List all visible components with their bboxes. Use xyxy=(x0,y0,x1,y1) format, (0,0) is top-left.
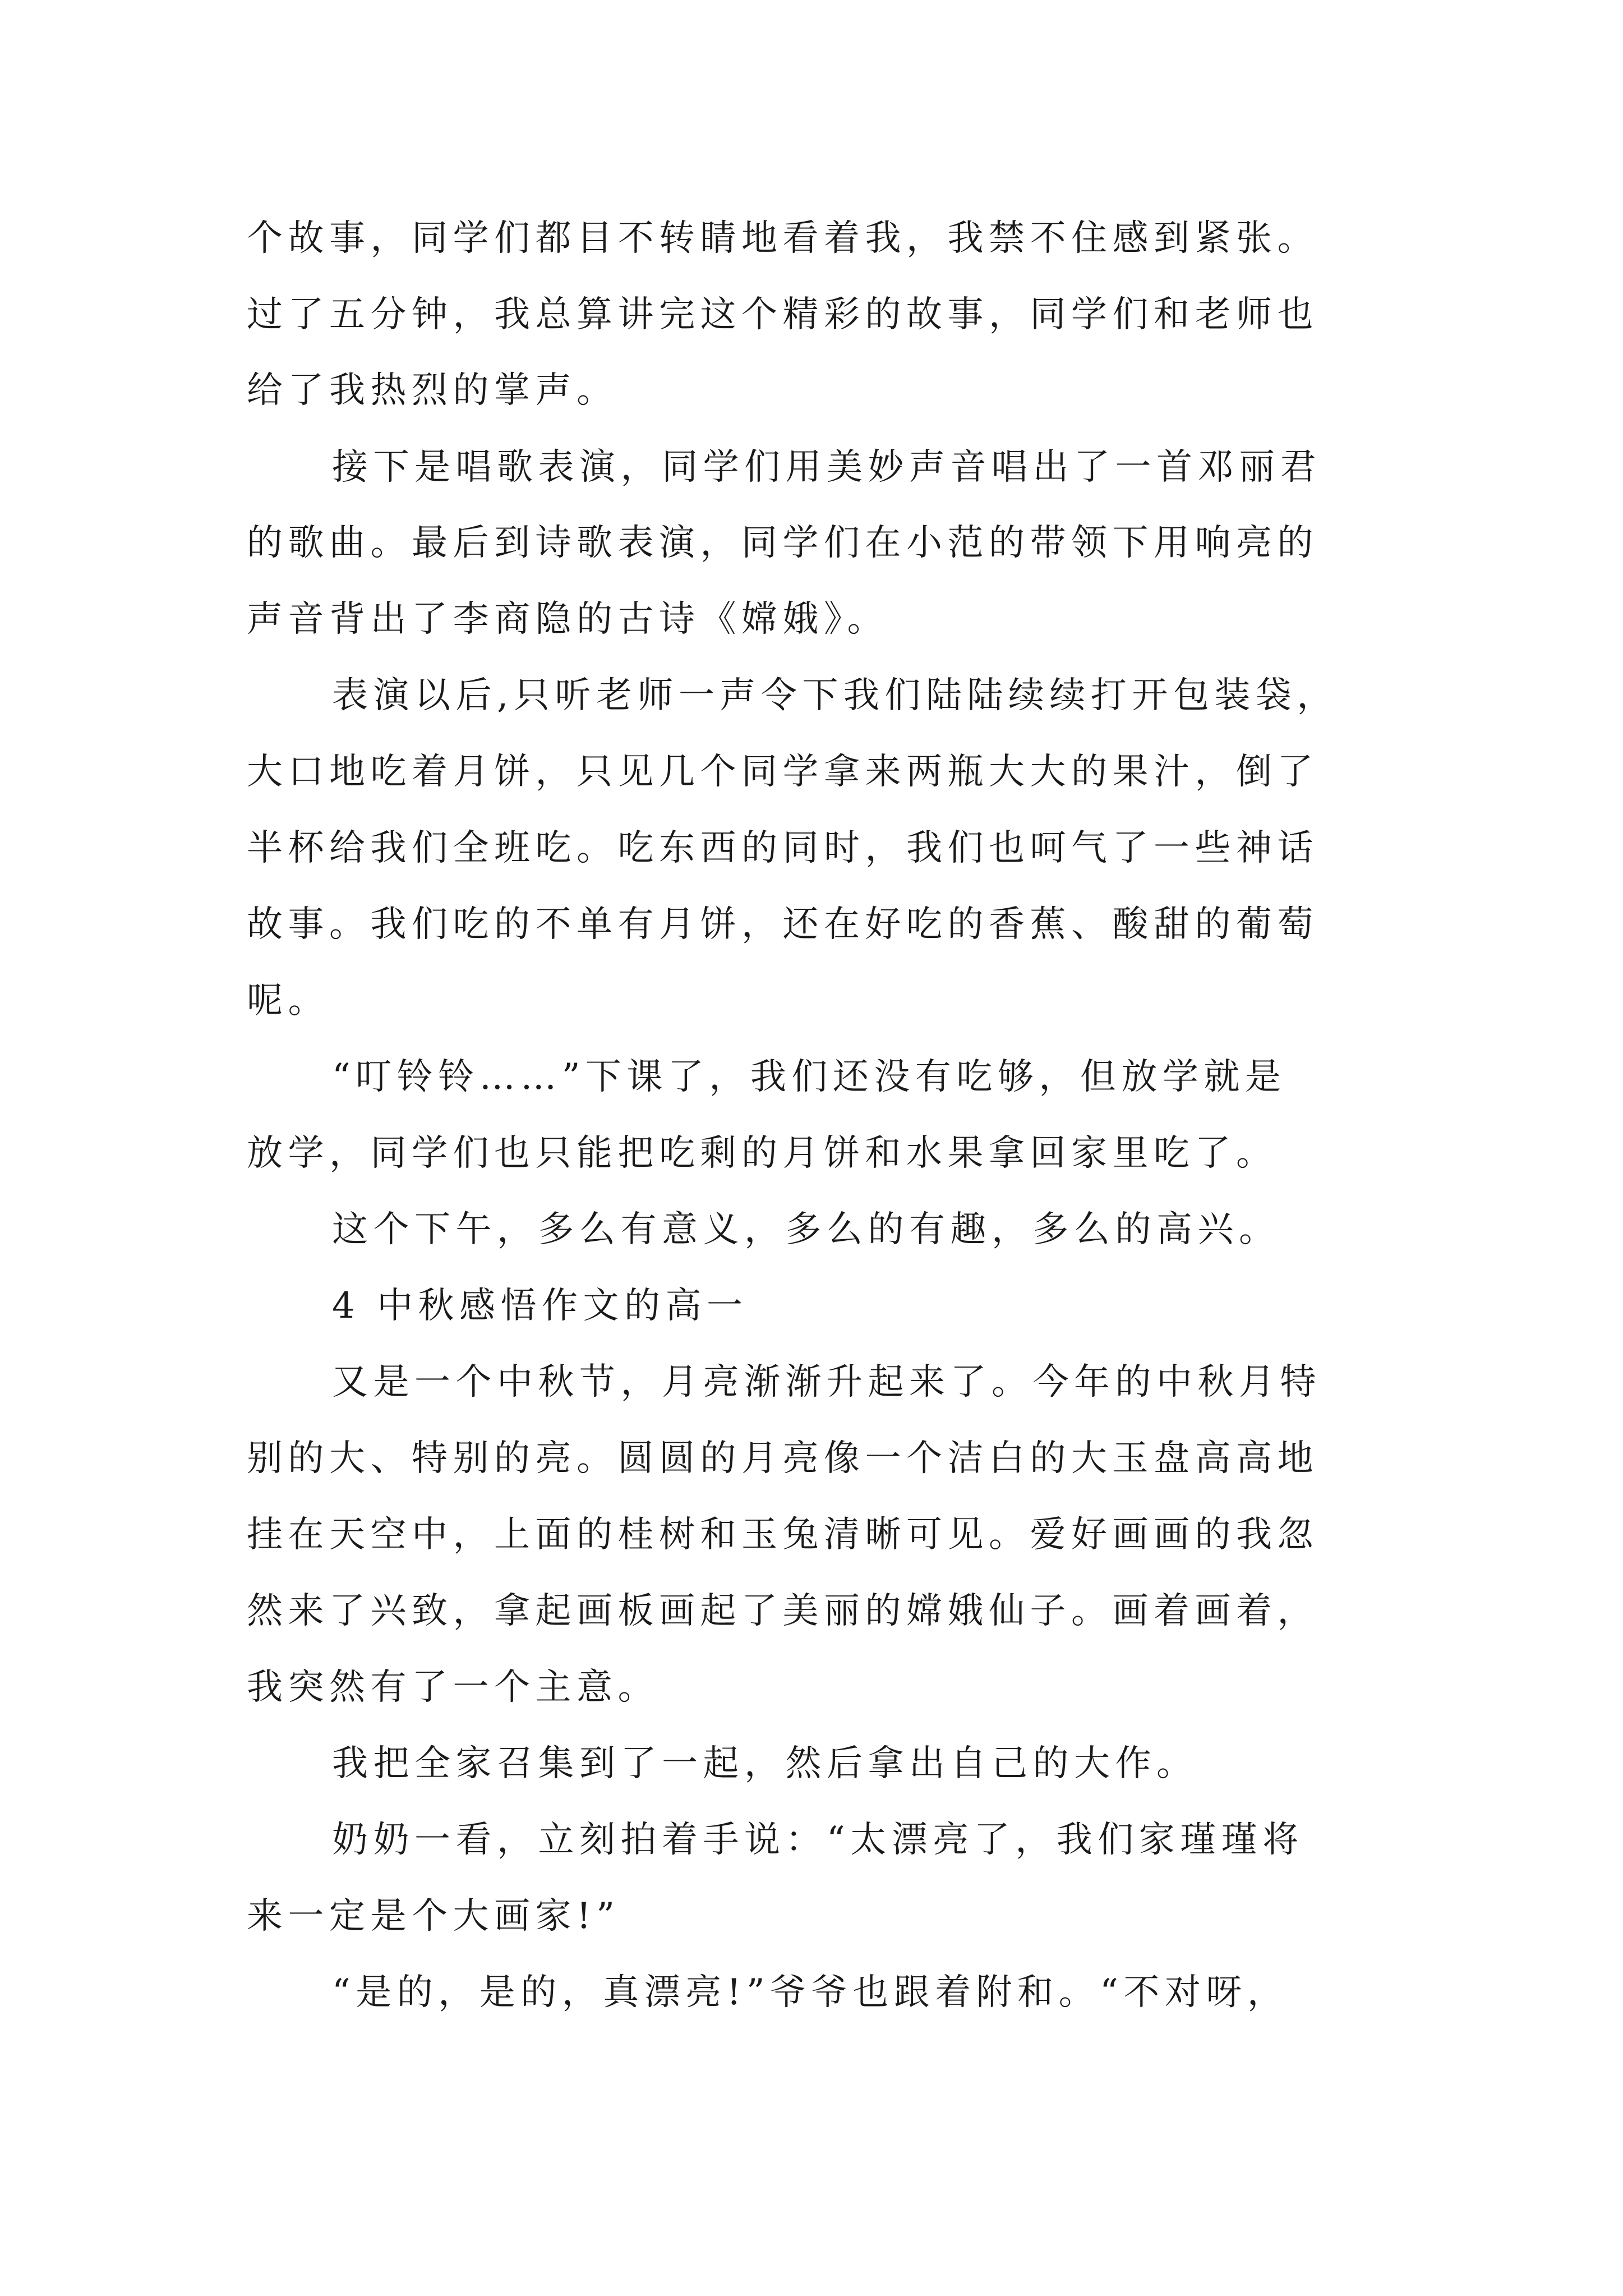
text-line: 表演以后,只听老师一声令下我们陆陆续续打开包装袋， xyxy=(332,675,1338,716)
text-line: 个故事，同学们都目不转睛地看着我，我禁不住感到紧张。 xyxy=(247,218,1318,259)
text-line: 来一定是个大画家!” xyxy=(247,1895,620,1937)
text-line: 放学，同学们也只能把吃剩的月饼和水果拿回家里吃了。 xyxy=(247,1133,1278,1174)
text-line: 故事。我们吃的不单有月饼，还在好吃的香蕉、酸甜的葡萄 xyxy=(247,904,1318,945)
text-line: “是的，是的，真漂亮!”爷爷也跟着附和。“不对呀， xyxy=(332,1972,1289,2013)
text-line: 过了五分钟，我总算讲完这个精彩的故事，同学们和老师也 xyxy=(247,294,1318,335)
text-line: 半杯给我们全班吃。吃东西的同时，我们也呵气了一些神话 xyxy=(247,827,1318,869)
text-line: 呢。 xyxy=(247,980,329,1022)
text-line: 我突然有了一个主意。 xyxy=(247,1667,659,1708)
text-line: 的歌曲。最后到诗歌表演，同学们在小范的带领下用响亮的 xyxy=(247,522,1318,564)
text-line: 接下是唱歌表演，同学们用美妙声音唱出了一首邓丽君 xyxy=(332,447,1321,488)
section-heading: 4 中秋感悟作文的高一 xyxy=(332,1285,748,1327)
text-line: 我把全家召集到了一起，然后拿出自己的大作。 xyxy=(332,1743,1198,1784)
text-line: “叮铃铃……”下课了，我们还没有吃够，但放学就是 xyxy=(332,1056,1287,1098)
text-line: 又是一个中秋节，月亮渐渐升起来了。今年的中秋月特 xyxy=(332,1361,1321,1403)
text-line: 挂在天空中，上面的桂树和玉兔清晰可见。爱好画画的我忽 xyxy=(247,1514,1318,1556)
text-line: 奶奶一看，立刻拍着手说：“太漂亮了，我们家瑾瑾将 xyxy=(332,1819,1304,1861)
text-line: 声音背出了李商隐的古诗《嫦娥》。 xyxy=(247,599,888,640)
text-line: 别的大、特别的亮。圆圆的月亮像一个洁白的大玉盘高高地 xyxy=(247,1438,1318,1479)
text-line: 这个下午，多么有意义，多么的有趣，多么的高兴。 xyxy=(332,1209,1280,1250)
text-line: 给了我热烈的掌声。 xyxy=(247,370,618,411)
text-line: 然来了兴致，拿起画板画起了美丽的嫦娥仙子。画着画着， xyxy=(247,1590,1318,1632)
text-line: 大口地吃着月饼，只见几个同学拿来两瓶大大的果汁，倒了 xyxy=(247,751,1318,793)
